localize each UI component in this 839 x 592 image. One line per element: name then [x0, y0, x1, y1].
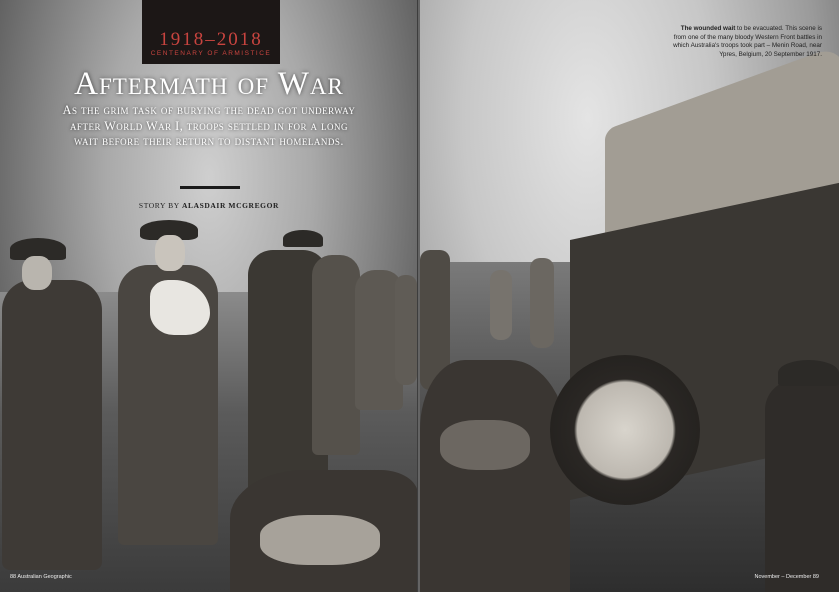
page-number-right: November – December 89	[754, 574, 819, 580]
byline-author: ALASDAIR MCGREGOR	[181, 201, 280, 210]
left-page	[0, 0, 418, 592]
article-deck: As the grim task of burying the dead got underway after World War I, troops settled in for a long wait before their return to distant homelands.	[62, 103, 356, 148]
helmet-icon	[283, 230, 323, 247]
soldier-figure-1	[2, 280, 102, 570]
soldier-figure-6	[395, 275, 417, 385]
wounded-foreground-2	[260, 515, 380, 565]
wounded-group-light	[440, 420, 530, 470]
caption-text: to be evacuated. This scene is from one of the many bloody Western Front battles in which Australia's troops took part – Menin Road, near Ypres, Belgium, 20 September 1917.	[673, 25, 822, 58]
soldier-figure-right	[765, 380, 839, 592]
right-page	[420, 0, 839, 592]
page-number-left: 88 Australian Geographic	[10, 574, 72, 580]
centenary-badge	[142, 0, 280, 64]
soldier-figure-4	[312, 255, 360, 455]
head	[22, 256, 52, 290]
caption-lead: The wounded wait	[680, 25, 736, 32]
soldier-figure-distant	[530, 258, 554, 348]
byline	[0, 201, 418, 210]
title-divider	[180, 186, 240, 189]
head	[155, 235, 185, 271]
truck-wheel	[550, 355, 700, 505]
soldier-figure-distant	[490, 270, 512, 340]
byline-prefix: STORY BY	[138, 201, 180, 210]
article-title: Aftermath of War	[74, 66, 344, 102]
badge-years: 1918–2018	[159, 29, 263, 50]
wounded-group	[420, 360, 570, 592]
photo-caption	[672, 25, 822, 59]
helmet-icon	[778, 360, 839, 386]
badge-subtitle: CENTENARY OF ARMISTICE	[150, 50, 272, 57]
